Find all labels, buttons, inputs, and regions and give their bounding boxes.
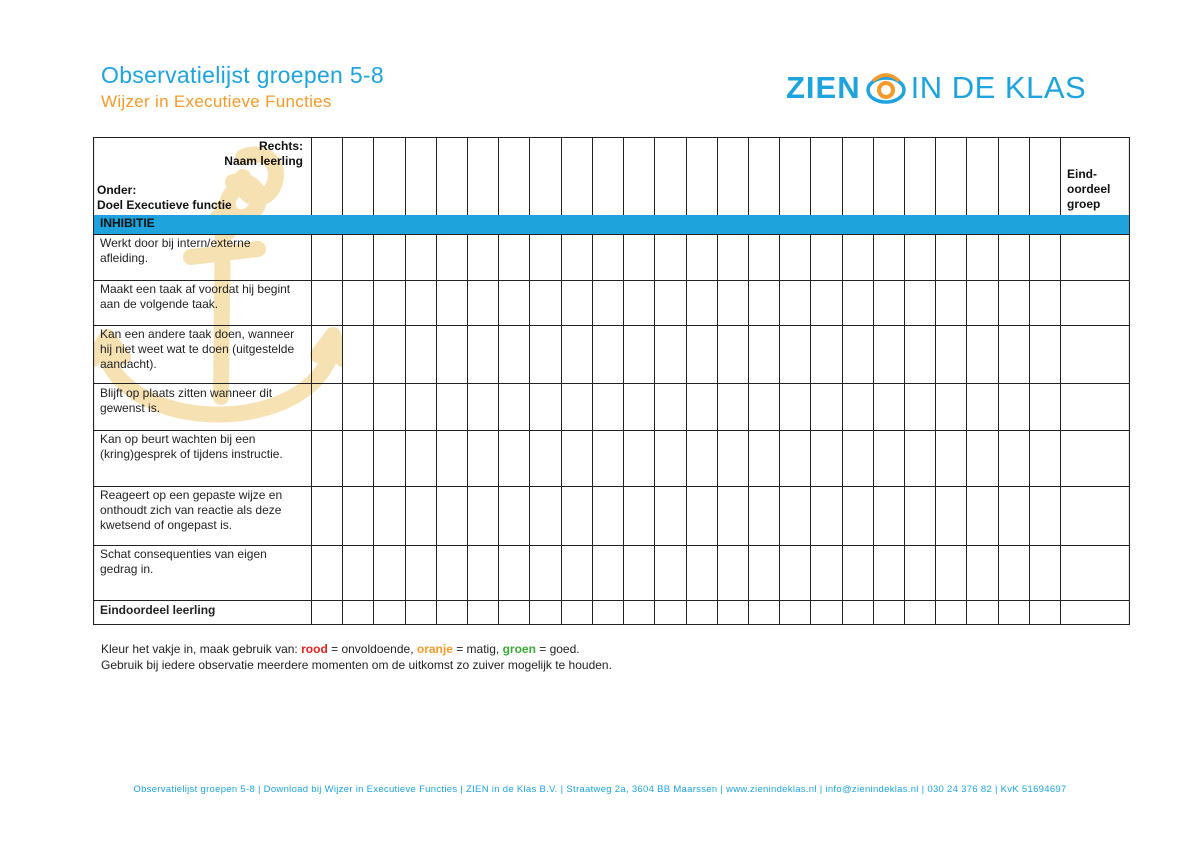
row-label-6: Reageert op een gepaste wijze en onthoudt zich van reactie als deze kwetsend of ongepast is. — [100, 488, 283, 532]
row-label-2: Maakt een taak af voordat hij begint aan de volgende taak. — [100, 282, 291, 311]
legend-green-word: groen — [502, 642, 536, 656]
legend-line-2: Gebruik bij iedere observatie meerdere momenten om de uitkomst zo zuiver mogelijk te houden. — [101, 658, 612, 672]
legend-line-1 — [101, 641, 612, 657]
observation-table — [93, 137, 1130, 625]
legend-green-meaning: = goed. — [535, 642, 580, 656]
header-cell — [97, 139, 303, 213]
page-footer: Observatielijst groepen 5-8 | Download bij Wijzer in Executieve Functies | ZIEN in de Klas B.V. | Straatweg 2a, 3604 BB Maarssen | www.zienindeklas.nl | info@zienindeklas.nl | 030 24 376 82 | KvK 51694697 — [133, 784, 1067, 795]
legend-orange-word: oranje — [416, 642, 453, 656]
legend-orange-meaning: = matig, — [452, 642, 503, 656]
legend-red-meaning: = onvoldoende, — [327, 642, 417, 656]
final-column-line-1: Eind- — [1067, 167, 1097, 181]
section-bar-inhibitie — [94, 215, 1129, 234]
header-right-label: Rechts: — [258, 139, 303, 153]
header-left-label: Onder: — [97, 183, 137, 197]
eye-icon — [865, 71, 907, 105]
legend — [101, 641, 612, 673]
zien-in-de-klas-logo — [786, 66, 1086, 110]
row-label-5: Kan op beurt wachten bij een (kring)gesprek of tijdens instructie. — [100, 432, 283, 461]
final-column-header — [1067, 167, 1127, 212]
header-right-value: Naam leerling — [224, 154, 303, 168]
final-row-label: Eindoordeel leerling — [100, 603, 216, 617]
header-left-value: Doel Executieve functie — [97, 198, 232, 212]
page-subtitle: Wijzer in Executieve Functies — [101, 92, 332, 111]
final-column-line-2: oordeel — [1067, 182, 1111, 196]
legend-red-word: rood — [301, 642, 328, 656]
row-label-3: Kan een andere taak doen, wanneer hij niet weet wat te doen (uitgestelde aandacht). — [100, 327, 295, 371]
row-label-1: Werkt door bij intern/externe afleiding. — [100, 236, 251, 265]
section-label: INHIBITIE — [100, 216, 155, 230]
logo-text-in-de-klas: IN DE KLAS — [910, 70, 1087, 105]
row-label-4: Blijft op plaats zitten wanneer dit gewenst is. — [100, 386, 273, 415]
row-label-7: Schat consequenties van eigen gedrag in. — [100, 547, 267, 576]
page-title: Observatielijst groepen 5-8 — [101, 62, 384, 88]
legend-prefix: Kleur het vakje in, maak gebruik van: — [101, 642, 302, 656]
logo-text-zien: ZIEN — [786, 70, 861, 105]
final-column-line-3: groep — [1067, 197, 1101, 211]
